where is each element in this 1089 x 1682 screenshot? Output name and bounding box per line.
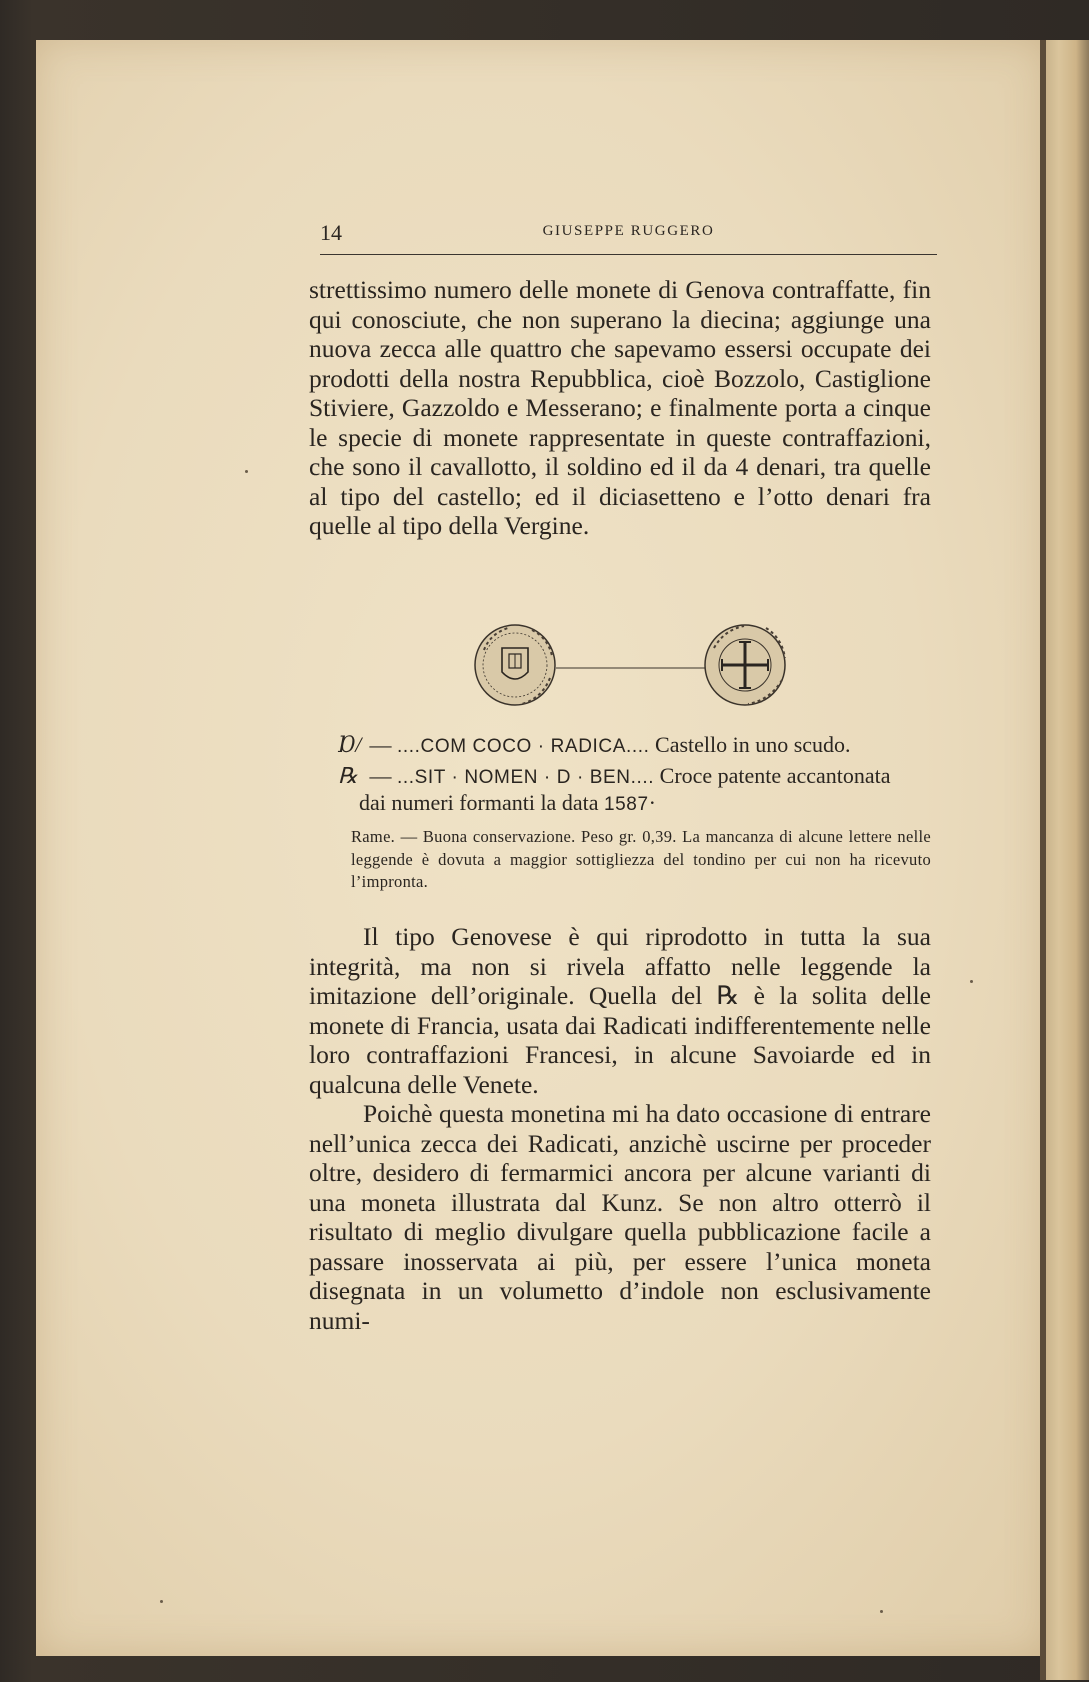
- reverse-description-continued: dai numeri formanti la data 1587·: [359, 790, 656, 815]
- paragraph-2: Il tipo Genovese è qui riprodotto in tutta la sua integrità, ma non si rivela affatto nelle leggende la imitazione dell’originale. Quella del ℞ è la solita delle monete di Francia, usata dai Radicati indifferentemente nelle loro contraffazioni Francesi, in alcune Savoiarde ed in qualcuna delle Venete.: [309, 922, 931, 1099]
- dash: —: [369, 732, 392, 757]
- reverse-legend: ...SIT · NOMEN · D · BEN....: [397, 767, 655, 788]
- reverse-symbol: ℞: [338, 763, 358, 788]
- obverse-text: Castello in uno scudo.: [655, 732, 851, 757]
- coin-obverse-image: [475, 625, 555, 705]
- paper-speck: [970, 980, 973, 983]
- obverse-symbol: Ɒ/: [338, 732, 362, 757]
- paragraph-3: Poichè questa monetina mi ha dato occasione di entrare nell’unica zecca dei Radicati, anzichè uscirne per proceder oltre, desidero di fermarmici ancora per alcune varianti di una moneta illustrata dal Kunz. Se non altro otterrò il risultato di meglio divulgare quella pubblicazione facile a passare inosservata ai più, per essere l’unica moneta disegnata in un volumetto d’indole non esclusivamente numi-: [309, 1099, 931, 1335]
- running-head: GIUSEPPE RUGGERO: [542, 223, 715, 239]
- paragraph-1: strettissimo numero delle monete di Genova contraffatte, fin qui conosciute, che non superano la diecina; aggiunge una nuova zecca alle quattro che sapevamo essersi occupate dei prodotti della nostra Repubblica, cioè Bozzolo, Castiglione Stiviere, Gazzoldo e Messerano; e finalmente porta a cinque le specie di monete rappresentate in queste contraffazioni, che sono il cavallotto, il soldino ed il da 4 denari, tra quelle al tipo del castello; ed il diciasetteno e l’otto denari fra quelle al tipo della Vergine.: [309, 275, 931, 540]
- paper-speck: [880, 1610, 883, 1613]
- reverse-description: [338, 763, 938, 789]
- dash: —: [369, 763, 392, 788]
- paper-speck: [160, 1600, 163, 1603]
- reverse-text: Croce patente accantonata: [659, 763, 891, 788]
- page-number: 14: [320, 220, 342, 245]
- next-page-edge: [1046, 40, 1089, 1680]
- coin-note: Rame. — Buona conservazione. Peso gr. 0,39. La mancanza di alcune lettere nelle leggende è dovuta a maggior sottigliezza del tondino per cui non ha ricevuto l’impronta.: [351, 827, 931, 891]
- reverse-text-cont: dai numeri formanti la data: [359, 790, 599, 815]
- coin-date: 1587: [603, 794, 649, 815]
- coin-reverse-image: [705, 625, 785, 705]
- page-header: [320, 220, 937, 255]
- paper-speck: [245, 470, 248, 473]
- coin-illustration: [470, 620, 790, 710]
- obverse-description: [338, 732, 938, 758]
- obverse-legend: ....COM COCO · RADICA....: [397, 736, 650, 757]
